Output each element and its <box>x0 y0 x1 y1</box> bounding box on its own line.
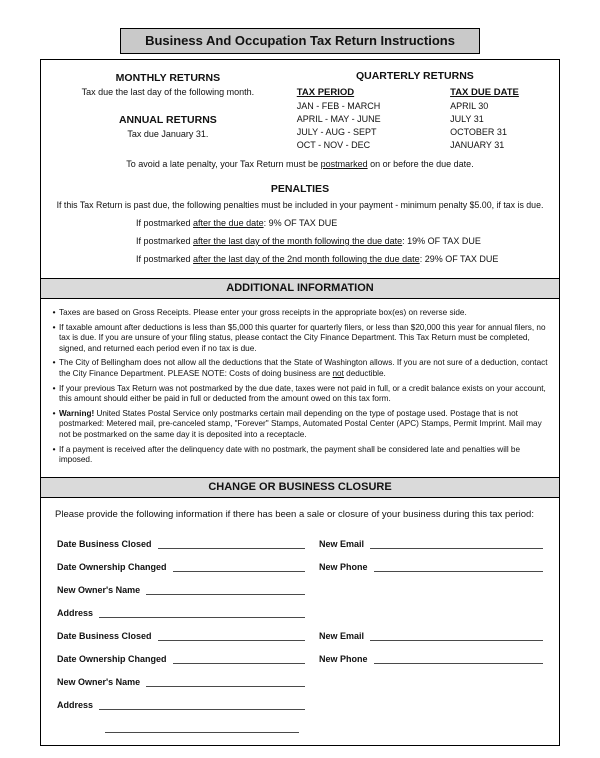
bullet-text <box>59 323 549 355</box>
penalties-intro: If this Tax Return is past due, the following penalties must be included in your payment - minimum penalty $5.00, if tax is due. <box>56 200 544 210</box>
penalty-item <box>136 236 559 246</box>
text-segment: after the last day of the month following the due date <box>193 236 403 246</box>
text-segment: If postmarked <box>136 236 194 246</box>
text-segment: To avoid a late penalty, your Tax Return must be <box>126 159 321 169</box>
blank-line <box>146 673 305 687</box>
field-left-cell <box>57 558 305 572</box>
tax-period-value: JAN - FEB - MARCH <box>296 101 381 111</box>
field-right-cell <box>319 627 543 641</box>
page-title: Business And Occupation Tax Return Instructions <box>120 28 480 54</box>
field-label: New Owner's Name <box>57 584 141 595</box>
closure-field-row <box>41 664 559 687</box>
field-left-cell <box>57 673 305 687</box>
tax-period-value: OCT - NOV - DEC <box>296 140 371 150</box>
field-label: New Email <box>319 630 365 641</box>
text-segment: Taxes are based on Gross Receipts. Please enter your gross receipts in the appropriate box(es) on reverse side. <box>59 308 467 317</box>
info-bullet <box>49 323 549 355</box>
annual-returns-text: Tax due January 31. <box>127 129 209 139</box>
bullet-icon: • <box>52 444 56 454</box>
blank-line <box>173 650 305 664</box>
annual-returns-heading: ANNUAL RETURNS <box>118 114 217 126</box>
penalty-list <box>41 218 559 264</box>
field-left-cell <box>57 650 305 664</box>
blank-line <box>146 581 305 595</box>
closure-intro: Please provide the following information if there has been a sale or closure of your business during this tax period: <box>55 508 534 520</box>
business-closure-header: CHANGE OR BUSINESS CLOSURE <box>41 477 559 498</box>
monthly-returns-text: Tax due the last day of the following month. <box>81 87 255 97</box>
text-segment: Warning! <box>59 408 95 418</box>
field-label: Date Business Closed <box>57 538 152 549</box>
closure-field-row <box>41 549 559 572</box>
quarterly-grid <box>283 86 547 152</box>
field-label: Date Business Closed <box>57 630 152 641</box>
text-segment: If postmarked <box>136 218 194 228</box>
text-segment: after the last day of the 2nd month following the due date <box>193 254 420 264</box>
bullet-icon: • <box>52 408 56 418</box>
closure-field-row <box>41 572 559 595</box>
field-label: Date Ownership Changed <box>57 653 167 664</box>
field-label: Address <box>57 607 94 618</box>
text-segment: deductible. <box>343 368 386 378</box>
blank-line <box>370 535 543 549</box>
bullet-text <box>59 308 549 319</box>
blank-line <box>99 604 305 618</box>
penalty-item <box>136 218 559 228</box>
text-segment: If taxable amount after deductions is less than $5,000 this quarter for quarterly filers, or less than $20,000 this year for annual filers, no tax is due. If you are unsure of your filing status, please contact the City Finance Department. This Tax Return must be completed, signed, and returned each period even if no tax is due. <box>59 322 546 353</box>
closure-field-row <box>41 595 559 618</box>
field-label: New Phone <box>319 653 368 664</box>
monthly-annual-column <box>53 70 283 152</box>
returns-section <box>41 60 559 152</box>
text-segment: United States Postal Service only postmarks certain mail depending on the type of postage used. Postage that is not postmarked: Metered mail, pre-canceled stamp, "Forever" Stamps, Automated Postal Center (APC) Stamps, Permit Imprint. Mail may not be postmarked on the same day it is deposited into a receptacle. <box>59 408 542 439</box>
additional-info-list <box>41 299 559 477</box>
blank-line <box>99 696 305 710</box>
closure-field-row <box>41 526 559 549</box>
text-segment: : 29% OF TAX DUE <box>419 254 499 264</box>
blank-line <box>158 627 305 641</box>
info-bullet <box>49 384 549 405</box>
document-page <box>0 28 600 758</box>
bullet-icon: • <box>52 383 56 393</box>
field-left-cell <box>57 604 305 618</box>
content-frame <box>40 59 560 746</box>
field-left-cell <box>57 696 305 710</box>
penalty-item <box>136 254 559 264</box>
bullet-icon: • <box>52 322 56 332</box>
blank-line <box>374 558 543 572</box>
quarterly-returns-heading: QUARTERLY RETURNS <box>355 70 474 82</box>
text-segment: : 9% OF TAX DUE <box>263 218 338 228</box>
info-bullet <box>49 308 549 319</box>
closure-fields <box>41 524 559 745</box>
blank-line <box>374 650 543 664</box>
tax-due-date-value: OCTOBER 31 <box>450 127 507 137</box>
text-segment: not <box>332 368 344 378</box>
closure-field-row <box>41 641 559 664</box>
field-label: Address <box>57 699 94 710</box>
tax-period-value: APRIL - MAY - JUNE <box>296 114 381 124</box>
closure-field-row <box>41 710 559 733</box>
text-segment: If your previous Tax Return was not postmarked by the due date, taxes were not paid in full, or a credit balance exists on your account, this amount should either be paid in full or deducted from the amount owed on this tax form. <box>59 383 546 404</box>
tax-due-date-value: JULY 31 <box>450 114 484 124</box>
bullet-text <box>59 384 549 405</box>
closure-field-row <box>41 687 559 710</box>
text-segment: : 19% OF TAX DUE <box>402 236 481 246</box>
text-segment: postmarked <box>320 159 368 169</box>
field-right-cell <box>319 535 543 549</box>
closure-field-row <box>41 618 559 641</box>
bullet-icon: • <box>52 308 56 317</box>
info-bullet <box>49 409 549 441</box>
field-right-cell <box>319 558 543 572</box>
late-penalty-notice <box>41 159 559 169</box>
bullet-text <box>59 445 549 466</box>
text-segment: If postmarked <box>136 254 194 264</box>
field-right-cell <box>319 650 543 664</box>
additional-information-header: ADDITIONAL INFORMATION <box>41 278 559 299</box>
blank-line <box>158 535 305 549</box>
info-bullet <box>49 445 549 466</box>
penalties-heading: PENALTIES <box>270 183 330 195</box>
monthly-returns-heading: MONTHLY RETURNS <box>115 72 221 84</box>
quarterly-column <box>283 70 547 152</box>
blank-line <box>370 627 543 641</box>
field-left-cell <box>57 627 305 641</box>
field-label: New Phone <box>319 561 368 572</box>
bullet-text <box>59 409 549 441</box>
text-segment: The City of Bellingham does not allow all the deductions that the State of Washington allows. If you are not sure of a deduction, contact the City Finance Department. PLEASE NOTE: Costs of doing business are <box>59 358 548 378</box>
field-left-cell <box>57 535 305 549</box>
tax-due-date-header: TAX DUE DATE <box>450 87 519 98</box>
tax-period-value: JULY - AUG - SEPT <box>296 127 377 137</box>
bullet-icon: • <box>52 358 56 368</box>
tax-due-date-value: JANUARY 31 <box>450 140 505 150</box>
field-left-cell <box>99 719 299 733</box>
tax-period-header: TAX PERIOD <box>296 87 355 98</box>
field-label: Date Ownership Changed <box>57 561 167 572</box>
tax-due-date-value: APRIL 30 <box>450 101 489 111</box>
text-segment: after the due date <box>193 218 264 228</box>
blank-line <box>105 719 299 733</box>
field-left-cell <box>57 581 305 595</box>
field-label: New Email <box>319 538 365 549</box>
bullet-text <box>59 358 549 379</box>
blank-line <box>173 558 305 572</box>
text-segment: If a payment is received after the delinquency date with no postmark, the payment shall be considered late and penalties will be imposed. <box>59 444 521 465</box>
info-bullet <box>49 358 549 379</box>
field-label: New Owner's Name <box>57 676 141 687</box>
text-segment: on or before the due date. <box>367 159 474 169</box>
